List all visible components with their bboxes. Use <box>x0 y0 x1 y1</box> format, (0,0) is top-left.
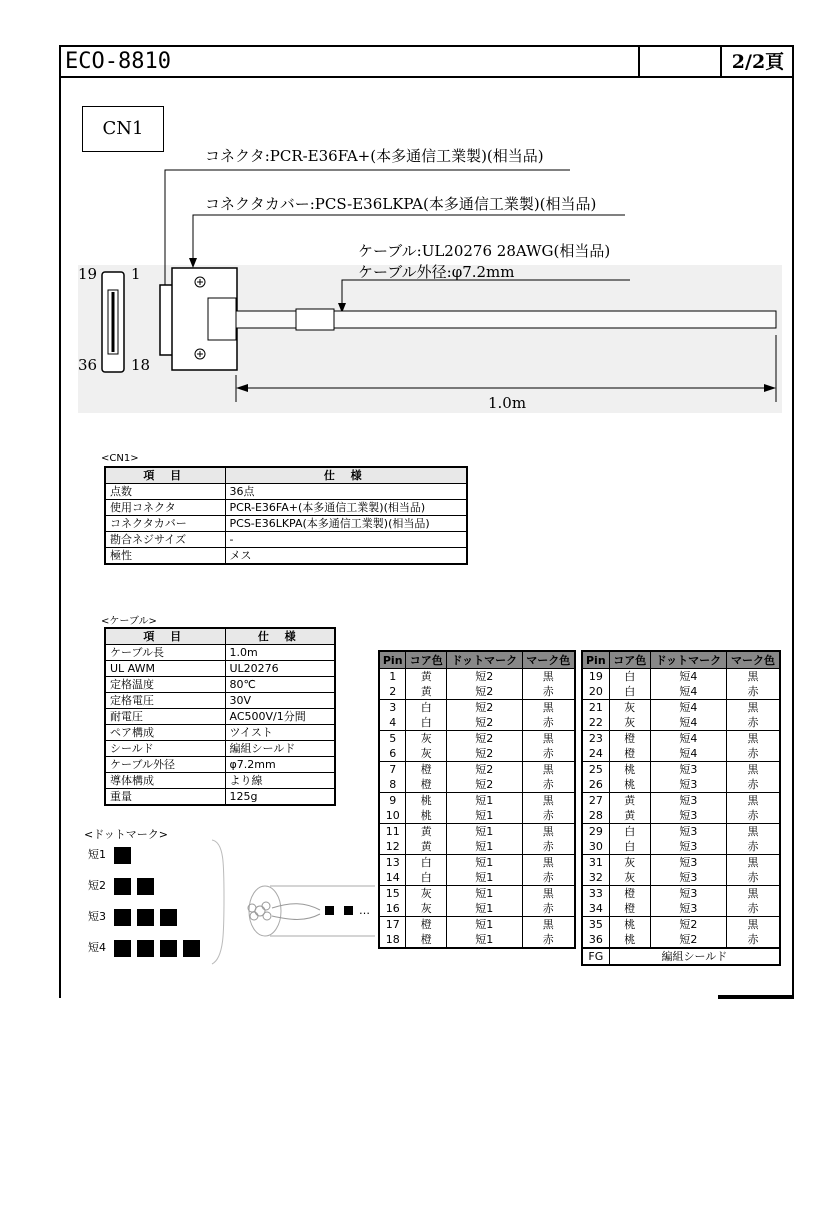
pin-row: 1 黄 短2 黒 <box>379 669 575 685</box>
dot-mark-label: 短2 <box>88 879 106 892</box>
pin-row: 15 灰 短1 黒 <box>379 886 575 902</box>
dot-mark-square <box>114 847 131 864</box>
pin-19-label: 19 <box>78 265 98 283</box>
dot-mark-square <box>114 909 131 926</box>
fg-row <box>582 948 780 965</box>
cover-label: コネクタカバー:PCS-E36LKPA(本多通信工業製)(相当品) <box>205 195 597 213</box>
cable-sleeve <box>296 309 334 330</box>
dot-mark-square <box>114 878 131 895</box>
table-row: 導体構成 より線 <box>105 773 335 789</box>
pin-row: 30 白 短3 赤 <box>582 839 780 855</box>
table-row: 定格電圧 30V <box>105 693 335 709</box>
pin-row: 25 桃 短3 黒 <box>582 762 780 778</box>
title-block-blank <box>638 47 722 76</box>
pin-row: 35 桃 短2 黒 <box>582 917 780 933</box>
col-header: 項 目 <box>105 628 225 645</box>
cable-spec-caption: <ケーブル> <box>101 616 157 627</box>
col-header: コア色 <box>609 651 650 669</box>
dot-mark-square <box>137 909 154 926</box>
dot-mark-label: 短1 <box>88 848 106 861</box>
pin-row: 4 白 短2 赤 <box>379 715 575 731</box>
col-header: マーク色 <box>726 651 780 669</box>
dot-mark-row <box>88 939 206 957</box>
dot-mark-square <box>137 940 154 957</box>
pin-row: 3 白 短2 黒 <box>379 700 575 716</box>
pin-row: 34 橙 短3 赤 <box>582 901 780 917</box>
dot-mark-brace <box>212 840 224 964</box>
pin-row: 14 白 短1 赤 <box>379 870 575 886</box>
table-row: ケーブル長 1.0m <box>105 645 335 661</box>
pin-row: 27 黄 短3 黒 <box>582 793 780 809</box>
pin-36-label: 36 <box>78 356 98 374</box>
pin-row: 32 灰 短3 赤 <box>582 870 780 886</box>
table-row: 定格温度 80℃ <box>105 677 335 693</box>
pin-row: 17 橙 短1 黒 <box>379 917 575 933</box>
cn1-spec-table <box>104 466 468 565</box>
pin-table-right <box>581 650 781 966</box>
pin-table-left <box>378 650 576 949</box>
dot-mark-square <box>160 940 177 957</box>
col-header: ドットマーク <box>447 651 522 669</box>
table-row: コネクタカバー PCS-E36LKPA(本多通信工業製)(相当品) <box>105 516 467 532</box>
pin-row: 10 桃 短1 赤 <box>379 808 575 824</box>
pin-row: 8 橙 短2 赤 <box>379 777 575 793</box>
pin-row: 6 灰 短2 赤 <box>379 746 575 762</box>
dot-mark-caption: <ドットマーク> <box>84 828 168 841</box>
col-header: 項 目 <box>105 467 225 484</box>
table-row: 点数 36点 <box>105 484 467 500</box>
pin-18-label: 18 <box>131 356 151 374</box>
pin-row: 9 桃 短1 黒 <box>379 793 575 809</box>
table-row: ケーブル外径 φ7.2mm <box>105 757 335 773</box>
dot-mark-square <box>160 909 177 926</box>
pin-row: 33 橙 短3 黒 <box>582 886 780 902</box>
pin-row: 12 黄 短1 赤 <box>379 839 575 855</box>
dot-mark-ellipsis: … <box>359 904 370 917</box>
pin-row: 19 白 短4 黒 <box>582 669 780 685</box>
pin-1-label: 1 <box>131 265 141 283</box>
col-header: 仕 様 <box>225 467 467 484</box>
dot-mark-row <box>88 846 137 864</box>
connector-label: コネクタ:PCR-E36FA+(本多通信工業製)(相当品) <box>205 147 544 165</box>
col-header: 仕 様 <box>225 628 335 645</box>
dot-mark-square <box>183 940 200 957</box>
cable-od-label: ケーブル外径:φ7.2mm <box>358 263 515 281</box>
pin-row: 21 灰 短4 黒 <box>582 700 780 716</box>
bottom-bar <box>718 995 794 999</box>
table-row: UL AWM UL20276 <box>105 661 335 677</box>
table-row: 極性 メス <box>105 548 467 565</box>
pin-row: 2 黄 短2 赤 <box>379 684 575 700</box>
cn1-title: CN1 <box>82 106 164 152</box>
pin-row: 5 灰 短2 黒 <box>379 731 575 747</box>
cn1-spec-caption: <CN1> <box>101 453 139 464</box>
dot-mark-label: 短3 <box>88 910 106 923</box>
cable-cross-section-drawing <box>210 838 380 968</box>
pin-row: 18 橙 短1 赤 <box>379 932 575 948</box>
pin-row: 23 橙 短4 黒 <box>582 731 780 747</box>
pin-row: 36 桃 短2 赤 <box>582 932 780 948</box>
cable-length: 1.0m <box>488 394 527 412</box>
pin-row: 13 白 短1 黒 <box>379 855 575 871</box>
dot-mark-sample-2 <box>344 906 353 915</box>
pin-row: 31 灰 短3 黒 <box>582 855 780 871</box>
pin-row: 7 橙 短2 黒 <box>379 762 575 778</box>
pin-row: 28 黄 短3 赤 <box>582 808 780 824</box>
doc-id: ECO-8810 <box>65 49 171 74</box>
table-row: 重量 125g <box>105 789 335 806</box>
dot-mark-row <box>88 877 160 895</box>
dot-mark-sample-1 <box>325 906 334 915</box>
table-row: 使用コネクタ PCR-E36FA+(本多通信工業製)(相当品) <box>105 500 467 516</box>
col-header: Pin <box>582 651 609 669</box>
pin-row: 26 桃 短3 赤 <box>582 777 780 793</box>
pin-row: 11 黄 短1 黒 <box>379 824 575 840</box>
title-block <box>59 45 794 78</box>
dot-mark-square <box>114 940 131 957</box>
pin-row: 24 橙 短4 赤 <box>582 746 780 762</box>
page-number: 2/2頁 <box>720 47 794 76</box>
table-row: ペア構成 ツイスト <box>105 725 335 741</box>
cover-strain-relief <box>208 298 236 340</box>
dot-mark-square <box>137 878 154 895</box>
dot-mark-label: 短4 <box>88 941 106 954</box>
table-row: 耐電圧 AC500V/1分間 <box>105 709 335 725</box>
pin-row: 16 灰 短1 赤 <box>379 901 575 917</box>
pin-row: 20 白 短4 赤 <box>582 684 780 700</box>
pin-row: 22 灰 短4 赤 <box>582 715 780 731</box>
cable-label: ケーブル:UL20276 28AWG(相当品) <box>358 242 611 260</box>
table-row: シールド 編組シールド <box>105 741 335 757</box>
dot-mark-row <box>88 908 183 926</box>
table-row: 勘合ネジサイズ - <box>105 532 467 548</box>
col-header: Pin <box>379 651 406 669</box>
col-header: コア色 <box>406 651 447 669</box>
fg-desc: 編組シールド <box>609 948 780 965</box>
pin-row: 29 白 短3 黒 <box>582 824 780 840</box>
cable-spec-table <box>104 627 336 806</box>
col-header: マーク色 <box>522 651 575 669</box>
col-header: ドットマーク <box>650 651 726 669</box>
fg-pin: FG <box>582 948 609 965</box>
